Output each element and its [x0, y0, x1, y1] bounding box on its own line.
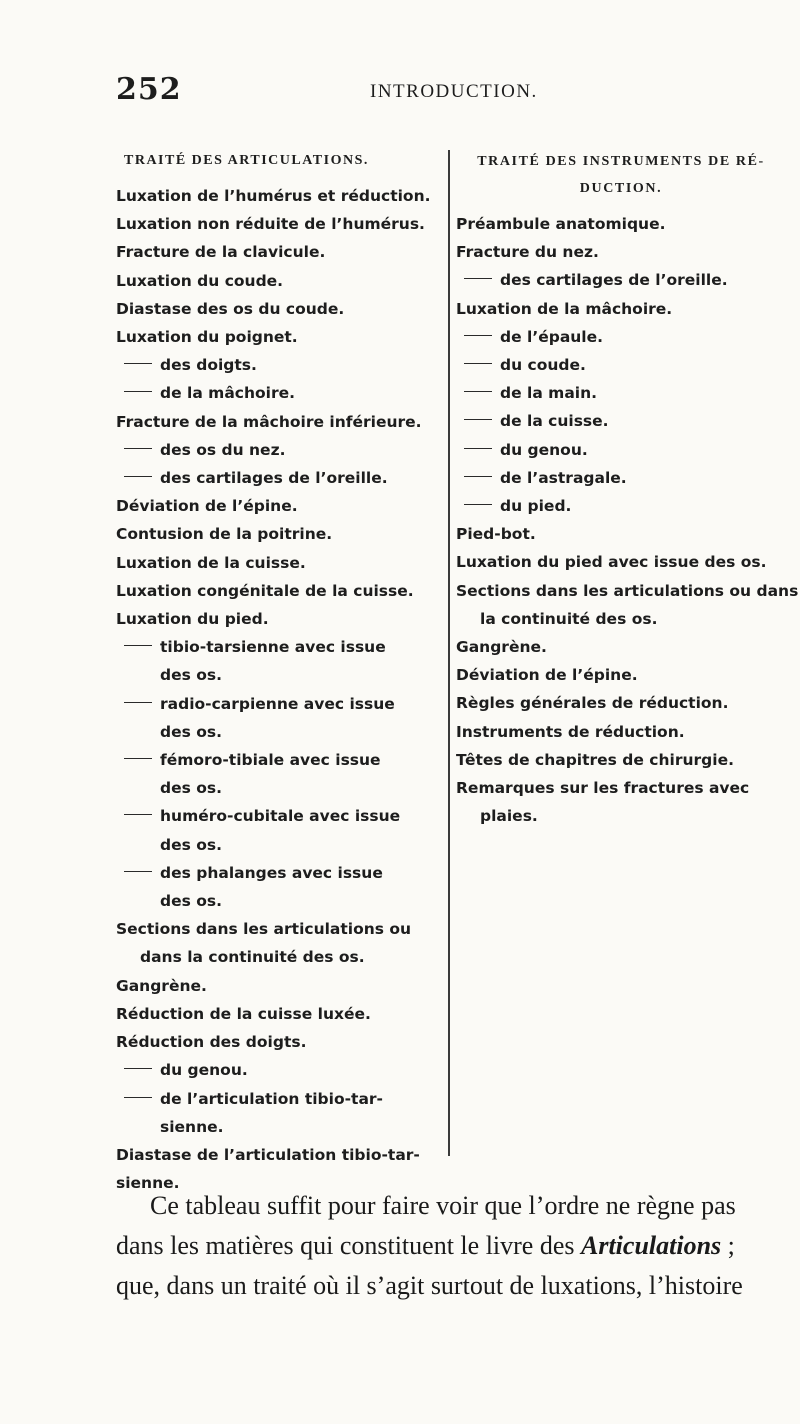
list-item: tibio-tarsienne avec issue: [116, 633, 434, 661]
list-item: Fracture de la clavicule.: [116, 243, 326, 262]
list-item: de la main.: [456, 379, 786, 407]
list-item: Luxation congénitale de la cuisse.: [116, 581, 414, 600]
list-item: des phalanges avec issue: [116, 859, 434, 887]
list-item: Fracture du nez.: [456, 243, 599, 262]
ditto-dash: [124, 702, 152, 703]
page-header: [116, 72, 776, 112]
list-item: Préambule anatomique.: [456, 215, 666, 233]
list-item: du genou.: [456, 436, 786, 464]
list-item-continuation: la continuité des os.: [480, 609, 658, 628]
ditto-dash: [464, 335, 492, 336]
ditto-dash: [124, 814, 152, 815]
list-item: Diastase des os du coude.: [116, 299, 345, 318]
list-item: des cartilages de l’oreille.: [116, 464, 434, 492]
list-item: du genou.: [116, 1056, 434, 1084]
list-item-continuation: sienne.: [160, 1117, 224, 1136]
list-item: Gangrène.: [116, 976, 207, 995]
list-item: Fracture de la mâchoire inférieure.: [116, 412, 422, 431]
list-item: Sections dans les articulations ou dans: [456, 581, 799, 600]
list-item: Instruments de réduction.: [456, 722, 685, 741]
list-item: Têtes de chapitres de chirurgie.: [456, 750, 734, 769]
list-item: Diastase de l’articulation tibio-tar-: [116, 1145, 420, 1164]
ditto-dash: [464, 391, 492, 392]
list-item: des os du nez.: [116, 436, 434, 464]
left-column-heading: TRAITÉ DES ARTICULATIONS.: [124, 153, 369, 168]
list-item: Pied-bot.: [456, 525, 536, 544]
list-item: Luxation du pied avec issue des os.: [456, 553, 767, 572]
ditto-dash: [464, 278, 492, 279]
body-line: Ce tableau suffit pour faire voir que l’ordre ne règne pas: [150, 1191, 736, 1220]
page-number: 252: [116, 72, 182, 107]
body-line: que, dans un traité où il s’agit surtout de luxations, l’histoire: [116, 1271, 743, 1300]
list-item-continuation: des os.: [160, 722, 222, 741]
running-title: INTRODUCTION.: [370, 81, 538, 102]
list-item: de l’articulation tibio-tar-: [116, 1085, 434, 1113]
ditto-dash: [464, 448, 492, 449]
right-column-heading-line: DUCTION.: [579, 181, 663, 196]
list-item: de l’épaule.: [456, 323, 786, 351]
list-item: Déviation de l’épine.: [456, 666, 638, 685]
list-item: Remarques sur les fractures avec: [456, 779, 750, 798]
list-item: fémoro-tibiale avec issue: [116, 746, 434, 774]
list-item: Réduction de la cuisse luxée.: [116, 1004, 371, 1023]
right-column: [456, 148, 799, 830]
list-item-continuation: dans la continuité des os.: [140, 948, 365, 967]
ditto-dash: [464, 363, 492, 364]
list-item: Règles générales de réduction.: [456, 694, 729, 713]
list-item: de la cuisse.: [456, 407, 786, 435]
list-item: Luxation non réduite de l’humérus.: [116, 215, 425, 234]
list-item: Luxation du poignet.: [116, 328, 298, 347]
list-item: Luxation du pied.: [116, 610, 269, 629]
list-item-continuation: sienne.: [116, 1174, 180, 1193]
ditto-dash: [124, 363, 152, 364]
body-line: dans les matières qui constituent le livre des Articulations ;: [116, 1231, 735, 1260]
book-title-emphasis: Articulations: [581, 1231, 722, 1260]
ditto-dash: [124, 391, 152, 392]
list-item: de la mâchoire.: [116, 379, 434, 407]
list-item-continuation: des os.: [160, 666, 222, 685]
list-item: du coude.: [456, 351, 786, 379]
ditto-dash: [464, 476, 492, 477]
right-column-heading-line: TRAITÉ DES INSTRUMENTS DE RÉ-: [477, 154, 765, 169]
ditto-dash: [124, 1097, 152, 1098]
left-column: [116, 148, 434, 1197]
list-item: Luxation de l’humérus et réduction.: [116, 187, 431, 205]
ditto-dash: [124, 645, 152, 646]
list-item-continuation: plaies.: [480, 807, 538, 826]
list-item: des cartilages de l’oreille.: [456, 266, 786, 294]
body-paragraph: [116, 1186, 780, 1306]
list-item: huméro-cubitale avec issue: [116, 802, 434, 830]
list-item: des doigts.: [116, 351, 434, 379]
list-item: radio-carpienne avec issue: [116, 690, 434, 718]
ditto-dash: [124, 448, 152, 449]
ditto-dash: [124, 758, 152, 759]
list-item: Gangrène.: [456, 638, 547, 657]
list-item: Luxation du coude.: [116, 271, 284, 290]
list-item: Luxation de la mâchoire.: [456, 299, 673, 318]
right-column-heading: [456, 148, 786, 202]
column-divider: [448, 150, 450, 1156]
list-item: de l’astragale.: [456, 464, 786, 492]
list-item: Contusion de la poitrine.: [116, 525, 333, 544]
list-item: Déviation de l’épine.: [116, 497, 298, 516]
list-item: du pied.: [456, 492, 786, 520]
list-item: Sections dans les articulations ou: [116, 920, 412, 939]
list-item: Réduction des doigts.: [116, 1033, 307, 1052]
ditto-dash: [124, 871, 152, 872]
ditto-dash: [124, 476, 152, 477]
list-item: Luxation de la cuisse.: [116, 553, 306, 572]
ditto-dash: [464, 504, 492, 505]
list-item-continuation: des os.: [160, 835, 222, 854]
ditto-dash: [124, 1068, 152, 1069]
list-item-continuation: des os.: [160, 892, 222, 911]
list-item-continuation: des os.: [160, 779, 222, 798]
ditto-dash: [464, 419, 492, 420]
